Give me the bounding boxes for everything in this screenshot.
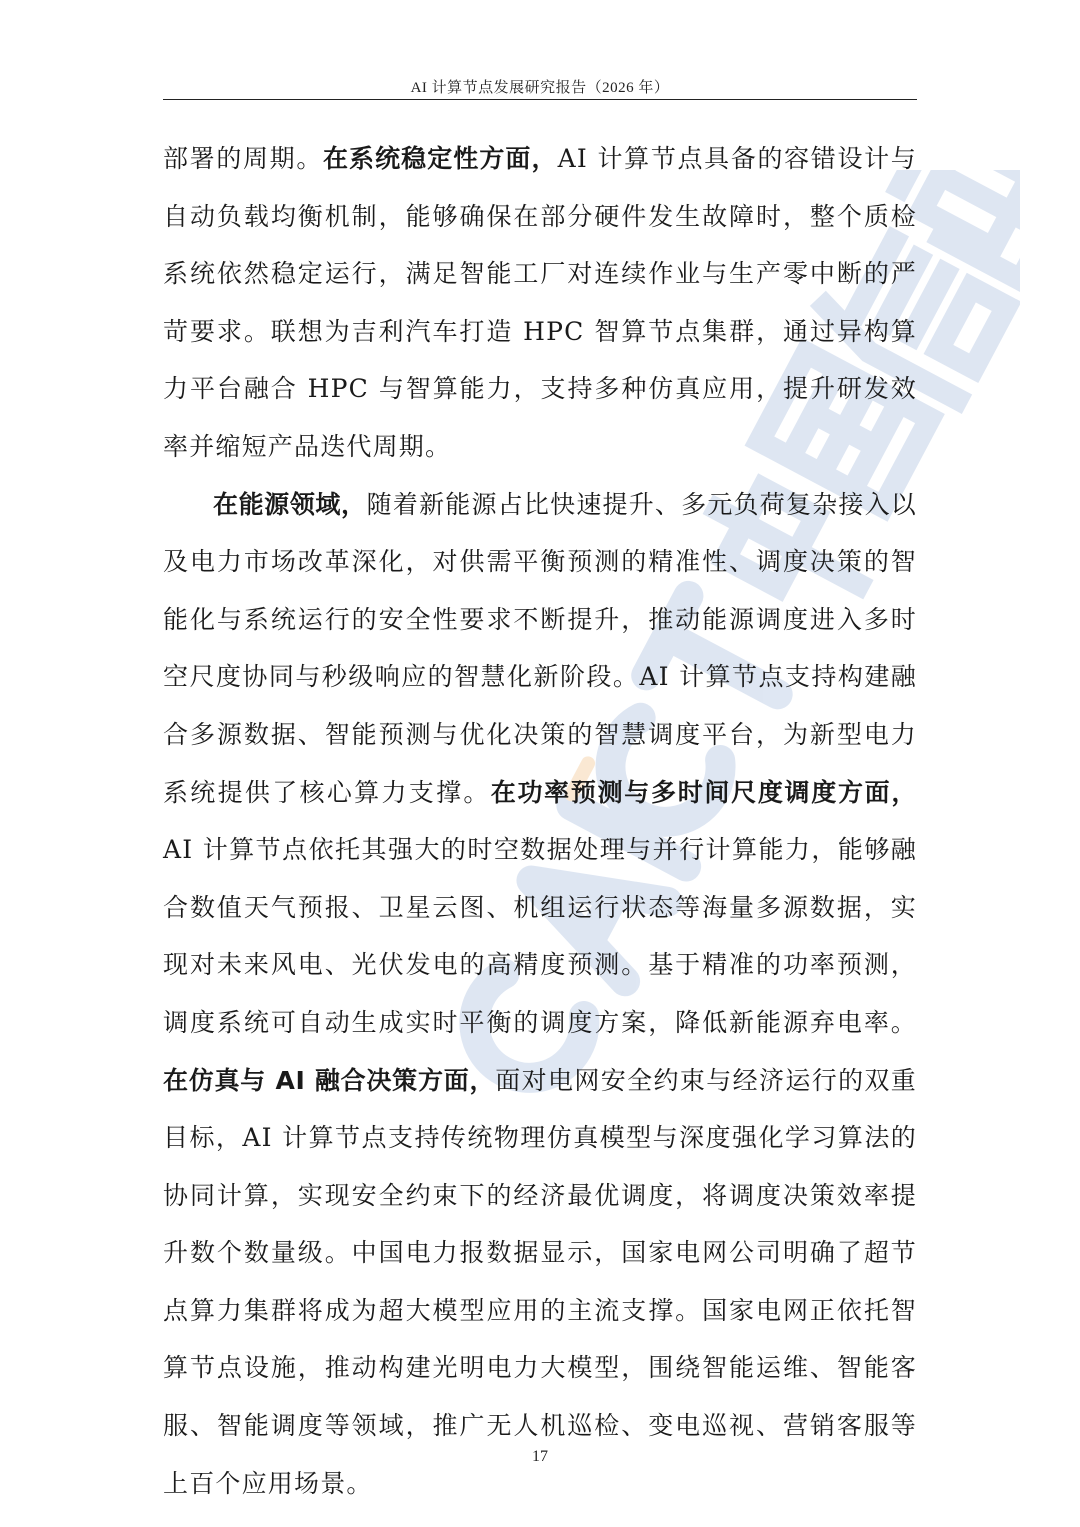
text-run: 面对电网安全约束与经济运行的双重目标，AI 计算节点支持传统物理仿真模型与深度强化学习算法的协同计算，实现安全约束下的经济最优调度，将调度决策效率提升数个数量级。中国电力报数据显示，国家电网公司明确了超节点算力集群将成为超大模型应用的主流支撑。国家电网正依托智算节点设施，推动构建光明电力大模型，围绕智能运维、智能客服、智能调度等领域，推广无人机巡检、变电巡视、营销客服等上百个应用场景。 (163, 1065, 918, 1498)
header-divider (163, 99, 917, 100)
paragraph (163, 476, 917, 1513)
page-number: 17 (532, 1448, 548, 1465)
document-body (163, 130, 917, 1512)
text-run: AI 计算节点具备的容错设计与自动负载均衡机制，能够确保在部分硬件发生故障时，整个质检系统依然稳定运行，满足智能工厂对连续作业与生产零中断的严苛要求。联想为吉利汽车打造 HPC 智算节点集群，通过异构算力平台融合 HPC 与智算能力，支持多种仿真应用，提升研发效率并缩短产品迭代周期。 (163, 144, 917, 461)
running-header: AI 计算节点发展研究报告（2026 年） (410, 80, 670, 96)
bold-lead-phrase: 在功率预测与多时间尺度调度方面， (490, 777, 917, 807)
text-run: 部署的周期。 (163, 144, 323, 173)
paragraph (163, 130, 917, 476)
bold-lead-phrase: 在系统稳定性方面， (322, 144, 558, 173)
bold-lead-phrase: 在能源领域， (213, 489, 367, 519)
text-run: 随着新能源占比快速提升、多元负荷复杂接入以及电力市场改革深化，对供需平衡预测的精准性、调度决策的智能化与系统运行的安全性要求不断提升，推动能源调度进入多时空尺度协同与秒级响应的智慧化新阶段。AI 计算节点支持构建融合多源数据、智能预测与优化决策的智慧调度平台，为新型电力系统提供了核心算力支撑。 (163, 489, 918, 807)
bold-lead-phrase: 在仿真与 AI 融合决策方面， (163, 1065, 496, 1095)
text-run: AI 计算节点依托其强大的时空数据处理与并行计算能力，能够融合数值天气预报、卫星云图、机组运行状态等海量多源数据，实现对未来风电、光伏发电的高精度预测。基于精准的功率预测，调度系统可自动生成实时平衡的调度方案，降低新能源弃电率。 (163, 835, 917, 1037)
